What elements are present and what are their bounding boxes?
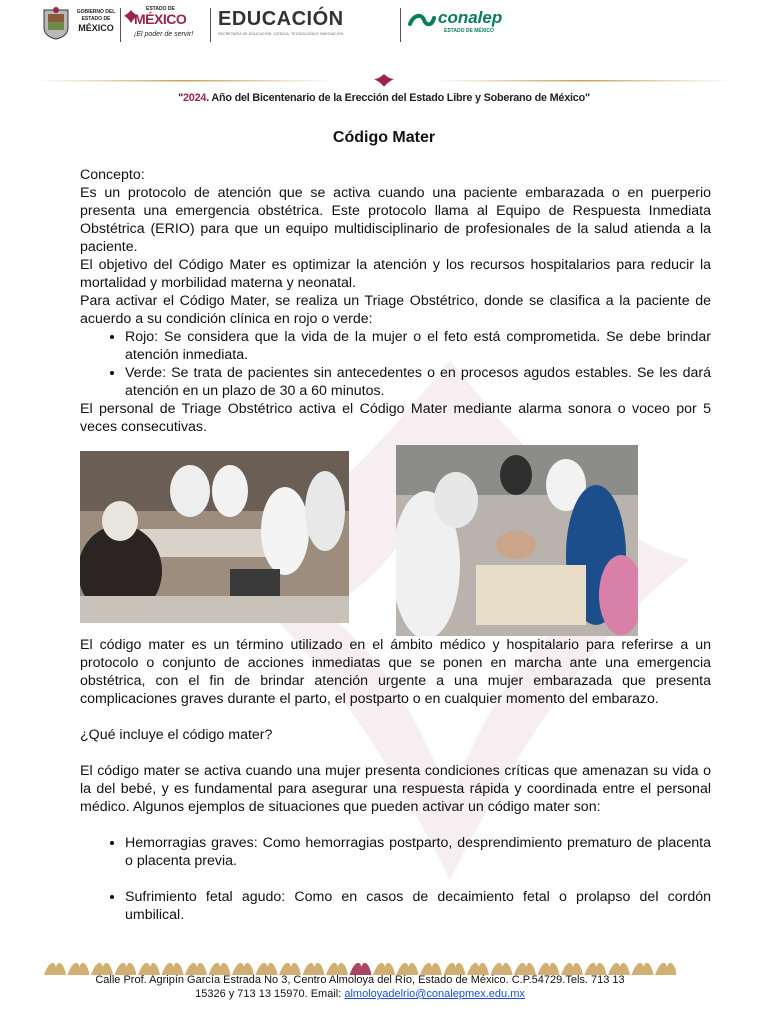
conalep-mark-icon (408, 12, 436, 30)
paragraph: El código mater se activa cuando una mujer presenta condiciones críticas que amenazan su vida o la del bebé, y es fundamental para asegurar una respuesta rápida y coordinada entre el personal médico. Algunos ejemplos de situaciones que pueden activar un código mater son: (80, 763, 711, 815)
edomex-wordmark (74, 9, 118, 34)
conalep-logo (408, 6, 518, 44)
list-item: • Hemorragias graves: Como hemorragias postparto, desprendimiento prematuro de placenta o placenta previa. (125, 834, 711, 870)
footer-line2-text: 15326 y 713 13 15970. Email: (195, 988, 345, 1000)
decorative-line (36, 72, 732, 88)
estado-mexico-logo (124, 4, 210, 44)
mexico-tagline: ¡El poder de servir! (134, 31, 194, 38)
list-item: • Sufrimiento fetal agudo: Como en casos de decaimiento fetal o prolapso del cordón umbilical. (125, 888, 711, 924)
list-item: • Rojo: Se considera que la vida de la mujer o el feto está comprometida. Se debe brindar atención inmediata. (125, 328, 711, 364)
header-divider (120, 8, 121, 42)
year-number: 2024 (182, 92, 207, 104)
year-quote: " (178, 92, 183, 104)
photo-medical-team-right (396, 445, 638, 636)
conalep-name: conalep (438, 8, 503, 27)
year-motto-text: . Año del Bicentenario de la Erección del Estado Libre y Soberano de México" (206, 92, 590, 104)
situations-list (80, 888, 711, 924)
section-concept (80, 166, 711, 436)
paragraph: Para activar el Código Mater, se realiza un Triage Obstétrico, donde se clasifica a la paciente de acuerdo a su condición clínica en rojo o verde: (80, 293, 711, 327)
section-explanation (80, 636, 711, 924)
educacion-subtitle: SECRETARÍA DE EDUCACIÓN, CIENCIA, TECNOLOGÍA E INNOVACIÓN (218, 32, 344, 36)
paragraph: El personal de Triage Obstétrico activa el Código Mater mediante alarma sonora o voceo por 5 veces consecutivas. (80, 401, 711, 435)
header-divider (210, 8, 211, 42)
situations-list (80, 834, 711, 870)
concept-label: Concepto: (80, 167, 145, 183)
photo-medical-team-left (80, 451, 349, 623)
edomex-mid-text: ESTADO DE (81, 16, 111, 22)
list-item: • Verde: Se trata de pacientes sin antecedentes o en procesos agudos estables. Se les dará atención en un plazo de 30 a 60 minutos. (125, 364, 711, 400)
email-link[interactable]: almoloyadelrio@conalepmex.edu.mx (344, 988, 525, 1000)
paragraph: Es un protocolo de atención que se activa cuando una paciente embarazada o en puerperio presenta una emergencia obstétrica. Este protocolo llama al Equipo de Respuesta Inmediata Obstétrica (ERIO) para que un equipo multidisciplinario de profesionales de la salud atienda a la paciente. (80, 185, 711, 255)
state-seal-icon (42, 6, 70, 40)
footer-line2 (40, 987, 680, 1001)
header-logos (40, 4, 740, 44)
edomex-big-text: MÉXICO (78, 23, 114, 33)
question-heading: ¿Qué incluye el código mater? (80, 727, 273, 743)
footer-address (40, 973, 680, 1001)
header-divider (400, 8, 401, 42)
year-motto (0, 92, 768, 104)
triage-list (80, 328, 711, 400)
mexico-small-text: ESTADO DE (146, 6, 175, 12)
footer-line1: Calle Prof. Agripín García Estrada No 3, Centro Almoloya del Río, Estado de México. C.P.54729.Tels. 713 13 (95, 974, 625, 986)
paragraph: El objetivo del Código Mater es optimizar la atención y los recursos hospitalarios para reducir la mortalidad y morbilidad materna y neonatal. (80, 257, 711, 291)
educacion-logo (218, 6, 398, 44)
paragraph: El código mater es un término utilizado en el ámbito médico y hospitalario para referirse a un protocolo o conjunto de acciones inmediatas que se ponen en marcha ante una emergencia obstétrica, con el fin de brindar atención urgente a una mujer embarazada que presenta complicaciones graves durante el parto, el postparto o en cualquier momento del embarazo. (80, 637, 711, 707)
document-title: Código Mater (332, 129, 436, 146)
edomex-small-text: GOBIERNO DEL (76, 9, 116, 15)
educacion-title: EDUCACIÓN (218, 8, 344, 30)
conalep-subtitle: ESTADO DE MÉXICO (444, 28, 494, 34)
mexico-big-text: MÉXICO (134, 11, 187, 27)
